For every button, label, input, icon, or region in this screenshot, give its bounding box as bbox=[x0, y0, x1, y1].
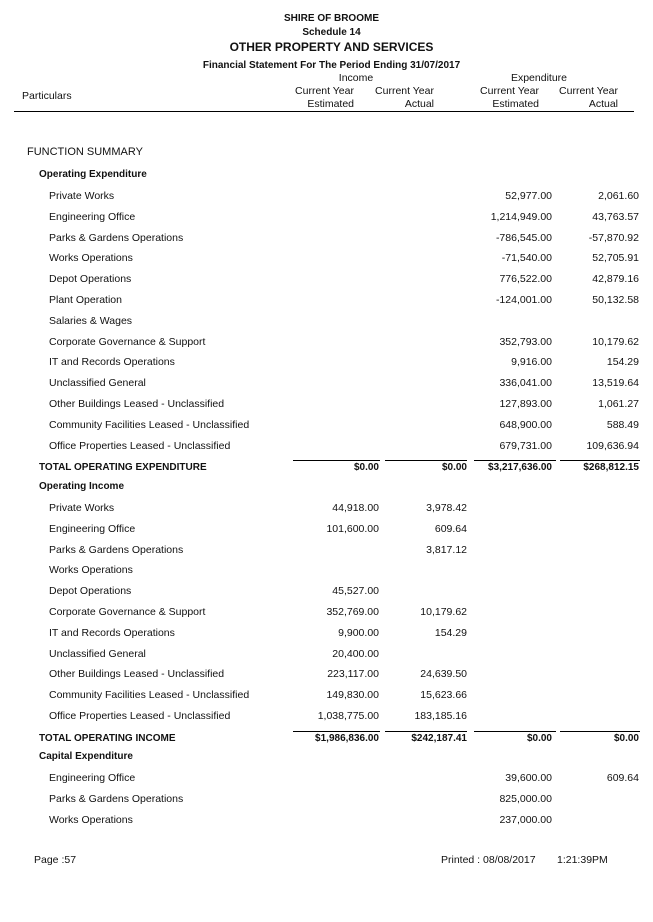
col-income-estimated bbox=[295, 85, 354, 111]
row-label: Other Buildings Leased - Unclassified bbox=[49, 398, 225, 410]
income-estimated-value: 1,038,775.00 bbox=[317, 710, 379, 722]
table-row bbox=[0, 336, 653, 350]
table-row bbox=[0, 606, 653, 620]
col-particulars: Particulars bbox=[22, 90, 72, 102]
expenditure-estimated-value: $0.00 bbox=[526, 733, 552, 744]
table-row bbox=[0, 502, 653, 516]
income-estimated-value: 223,117.00 bbox=[327, 668, 379, 681]
org-name: SHIRE OF BROOME bbox=[283, 13, 379, 24]
col-income-actual-line1: Current Year bbox=[375, 85, 434, 97]
row-label: Plant Operation bbox=[49, 294, 122, 306]
expenditure-estimated-value: 127,893.00 bbox=[499, 398, 552, 410]
row-label: Private Works bbox=[49, 502, 115, 514]
expenditure-estimated-value: 336,041.00 bbox=[499, 377, 552, 390]
income-actual-value: 154.29 bbox=[434, 626, 467, 639]
income-estimated-value: $1,986,836.00 bbox=[315, 733, 379, 744]
row-label: Corporate Governance & Support bbox=[49, 335, 206, 348]
schedule-label: Schedule 14 bbox=[302, 27, 361, 38]
row-label: Office Properties Leased - Unclassified bbox=[49, 439, 231, 452]
expenditure-estimated-value: 1,214,949.00 bbox=[490, 210, 552, 223]
table-row bbox=[0, 190, 653, 204]
expenditure-estimated-value: 52,977.00 bbox=[505, 190, 552, 202]
col-expenditure-estimated-line1: Current Year bbox=[480, 85, 539, 97]
total-row bbox=[0, 462, 653, 476]
income-actual-value: 15,623.66 bbox=[420, 689, 467, 702]
table-row bbox=[0, 315, 653, 329]
report-title: OTHER PROPERTY AND SERVICES bbox=[229, 40, 434, 54]
expenditure-estimated-value: 648,900.00 bbox=[499, 418, 552, 431]
row-label: Corporate Governance & Support bbox=[49, 606, 206, 618]
expenditure-actual-value: 109,636.94 bbox=[586, 439, 639, 452]
table-row bbox=[0, 814, 653, 828]
table-row bbox=[0, 211, 653, 225]
row-label: IT and Records Operations bbox=[49, 626, 175, 639]
expenditure-actual-value: 609.64 bbox=[606, 772, 639, 784]
expenditure-actual-value: 52,705.91 bbox=[592, 252, 639, 265]
income-estimated-value: $0.00 bbox=[353, 462, 379, 473]
income-actual-value: 3,817.12 bbox=[426, 543, 467, 556]
col-expenditure-actual bbox=[559, 85, 618, 111]
report-subtitle: Financial Statement For The Period Ending 31/07/2017 bbox=[202, 60, 461, 71]
section-operating-expenditure: Operating Expenditure bbox=[39, 169, 147, 180]
row-label: Parks & Gardens Operations bbox=[49, 792, 184, 805]
col-income-estimated-line2: Estimated bbox=[307, 98, 354, 110]
expenditure-actual-value: 588.49 bbox=[606, 418, 639, 431]
row-label: Works Operations bbox=[49, 564, 133, 577]
expenditure-estimated-value: 9,916.00 bbox=[511, 356, 552, 369]
expenditure-actual-value: 42,879.16 bbox=[592, 273, 639, 286]
expenditure-estimated-value: 352,793.00 bbox=[499, 335, 552, 348]
income-actual-value: $242,187.41 bbox=[411, 733, 467, 744]
expenditure-actual-value: -57,870.92 bbox=[588, 231, 639, 244]
row-label: Salaries & Wages bbox=[49, 314, 133, 327]
table-row bbox=[0, 377, 653, 391]
row-label: Engineering Office bbox=[49, 522, 136, 535]
row-label: Other Buildings Leased - Unclassified bbox=[49, 668, 225, 681]
row-label: Community Facilities Leased - Unclassified bbox=[49, 689, 250, 702]
row-label: Parks & Gardens Operations bbox=[49, 231, 184, 244]
expenditure-actual-value: $0.00 bbox=[613, 733, 639, 744]
table-row bbox=[0, 710, 653, 724]
total-rule bbox=[474, 731, 556, 732]
income-estimated-value: 20,400.00 bbox=[332, 647, 379, 660]
total-rule bbox=[474, 460, 556, 461]
page-number: Page :57 bbox=[34, 854, 77, 866]
expenditure-actual-value: 154.29 bbox=[606, 356, 639, 369]
table-row bbox=[0, 627, 653, 641]
row-label: Depot Operations bbox=[49, 273, 132, 286]
row-label: TOTAL OPERATING INCOME bbox=[39, 733, 176, 744]
table-row bbox=[0, 273, 653, 287]
income-actual-value: $0.00 bbox=[441, 462, 467, 473]
col-income-estimated-line1: Current Year bbox=[295, 85, 354, 97]
table-row bbox=[0, 544, 653, 558]
total-rule bbox=[293, 731, 380, 732]
total-rule bbox=[560, 731, 640, 732]
expenditure-estimated-value: 39,600.00 bbox=[505, 772, 552, 784]
expenditure-actual-value: $268,812.15 bbox=[583, 462, 639, 473]
col-income-actual bbox=[375, 85, 434, 111]
expenditure-estimated-value: $3,217,636.00 bbox=[488, 462, 552, 473]
expenditure-actual-value: 43,763.57 bbox=[592, 210, 639, 223]
expenditure-actual-value: 2,061.60 bbox=[598, 190, 639, 202]
col-expenditure-group: Expenditure bbox=[510, 72, 568, 84]
header-rule bbox=[14, 111, 634, 112]
table-row bbox=[0, 523, 653, 537]
income-estimated-value: 149,830.00 bbox=[326, 689, 379, 702]
row-label: Engineering Office bbox=[49, 210, 136, 223]
row-label: Office Properties Leased - Unclassified bbox=[49, 710, 231, 722]
total-row bbox=[0, 733, 653, 747]
expenditure-actual-value: 13,519.64 bbox=[592, 377, 639, 390]
table-row bbox=[0, 294, 653, 308]
income-actual-value: 609.64 bbox=[434, 522, 467, 535]
table-row bbox=[0, 356, 653, 370]
col-income-group: Income bbox=[338, 72, 374, 84]
row-label: Unclassified General bbox=[49, 647, 146, 660]
table-row bbox=[0, 232, 653, 246]
col-expenditure-actual-line1: Current Year bbox=[559, 85, 618, 97]
expenditure-estimated-value: -124,001.00 bbox=[495, 294, 552, 306]
table-row bbox=[0, 772, 653, 786]
expenditure-actual-value: 50,132.58 bbox=[592, 294, 639, 306]
row-label: Private Works bbox=[49, 190, 115, 202]
row-label: Unclassified General bbox=[49, 377, 146, 390]
total-rule bbox=[293, 460, 380, 461]
col-expenditure-actual-line2: Actual bbox=[588, 98, 618, 110]
expenditure-estimated-value: 679,731.00 bbox=[499, 439, 552, 452]
table-row bbox=[0, 252, 653, 266]
table-row bbox=[0, 419, 653, 433]
printed-time: 1:21:39PM bbox=[557, 854, 608, 866]
income-estimated-value: 9,900.00 bbox=[338, 626, 379, 639]
col-expenditure-estimated bbox=[480, 85, 539, 111]
expenditure-estimated-value: 776,522.00 bbox=[499, 273, 552, 286]
table-row bbox=[0, 440, 653, 454]
section-operating-income: Operating Income bbox=[39, 481, 125, 492]
row-label: IT and Records Operations bbox=[49, 356, 175, 369]
table-row bbox=[0, 648, 653, 662]
row-label: Engineering Office bbox=[49, 772, 136, 784]
expenditure-actual-value: 1,061.27 bbox=[598, 398, 639, 410]
total-rule bbox=[385, 731, 467, 732]
col-income-actual-line2: Actual bbox=[404, 98, 434, 110]
expenditure-estimated-value: -71,540.00 bbox=[501, 252, 552, 265]
table-row bbox=[0, 564, 653, 578]
total-rule bbox=[560, 460, 640, 461]
function-summary-heading: FUNCTION SUMMARY bbox=[27, 146, 143, 158]
row-label: Works Operations bbox=[49, 813, 133, 826]
row-label: Depot Operations bbox=[49, 585, 132, 598]
income-estimated-value: 101,600.00 bbox=[326, 522, 379, 535]
income-actual-value: 3,978.42 bbox=[426, 502, 467, 514]
row-label: TOTAL OPERATING EXPENDITURE bbox=[39, 462, 207, 473]
income-actual-value: 24,639.50 bbox=[420, 668, 467, 681]
row-label: Works Operations bbox=[49, 252, 133, 265]
expenditure-estimated-value: 237,000.00 bbox=[499, 813, 552, 826]
row-label: Community Facilities Leased - Unclassified bbox=[49, 418, 250, 431]
row-label: Parks & Gardens Operations bbox=[49, 543, 184, 556]
table-row bbox=[0, 668, 653, 682]
income-actual-value: 183,185.16 bbox=[414, 710, 467, 722]
income-estimated-value: 352,769.00 bbox=[326, 606, 379, 618]
total-rule bbox=[385, 460, 467, 461]
table-row bbox=[0, 398, 653, 412]
printed-date: Printed : 08/08/2017 bbox=[441, 854, 536, 866]
expenditure-estimated-value: -786,545.00 bbox=[495, 231, 552, 244]
income-actual-value: 10,179.62 bbox=[420, 606, 467, 618]
expenditure-estimated-value: 825,000.00 bbox=[499, 792, 552, 805]
expenditure-actual-value: 10,179.62 bbox=[592, 335, 639, 348]
table-row bbox=[0, 585, 653, 599]
table-row bbox=[0, 793, 653, 807]
section-capital-expenditure: Capital Expenditure bbox=[39, 751, 133, 762]
table-row bbox=[0, 689, 653, 703]
income-estimated-value: 45,527.00 bbox=[332, 585, 379, 598]
income-estimated-value: 44,918.00 bbox=[332, 502, 379, 514]
col-expenditure-estimated-line2: Estimated bbox=[492, 98, 539, 110]
